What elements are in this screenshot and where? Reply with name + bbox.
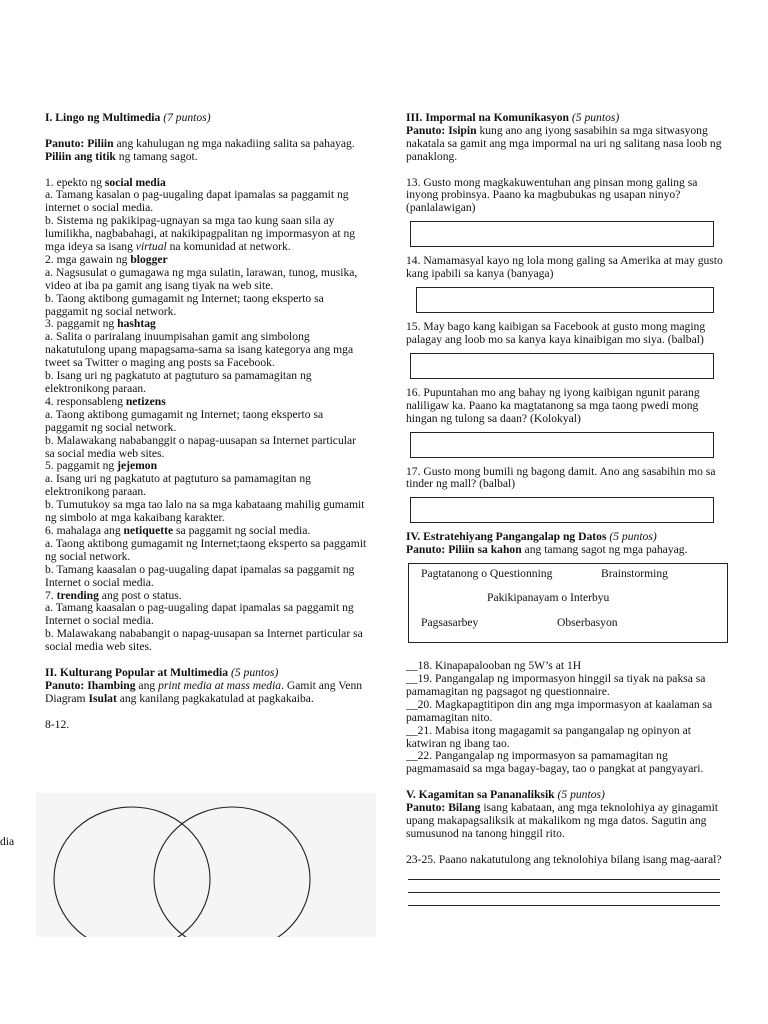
left-column — [45, 112, 367, 731]
choice-questionning: Pagtatanong o Questionning — [421, 567, 553, 581]
question-3: 3. paggamit ng hashtag — [45, 317, 156, 331]
question-20: __20. Magkapagtitipon din ang mga impormasyon at kaalaman sa pamamagitan nito. — [406, 697, 713, 724]
choice-brainstorming: Brainstorming — [601, 567, 668, 581]
option-7a: a. Tamang kaasalan o pag-uugaling dapat ipamalas sa paggamit ng Internet o social media. — [45, 601, 354, 628]
choice-interbyu: Pakikipanayam o Interbyu — [487, 591, 610, 605]
option-3b: b. Isang uri ng pagkatuto at pagtuturo sa pamamagitan ng elektronikong paraan. — [45, 369, 312, 395]
section-2-title: II. Kulturang Popular at Multimedia (5 puntos) — [45, 665, 279, 679]
question-16: 16. Pupuntahan mo ang bahay ng iyong kaibigan ngunit parang naliligaw ka. Paano ka magtatanong sa mga taong pwedi mong hingan ng tulong sa daan? (Kolokyal) — [406, 385, 700, 425]
answer-box-16[interactable] — [410, 432, 714, 458]
question-7: 7. trending ang post o status. — [45, 588, 182, 602]
answer-box-17[interactable] — [410, 497, 714, 523]
question-18: __18. Kinapapalooban ng 5W’s at 1H — [406, 659, 582, 673]
answer-box-14[interactable] — [416, 287, 714, 313]
cut-off-side-text: dia — [0, 835, 15, 848]
answer-box-15[interactable] — [410, 353, 714, 379]
section-3-title: III. Impormal na Komunikasyon (5 puntos) — [406, 111, 620, 124]
option-2a: a. Nagsusulat o gumagawa ng mga sulatin, larawan, tunog, musika, video at iba pa gamit ang isang tiyak na web site. — [45, 265, 358, 292]
question-14: 14. Namamasyal kayo ng lola mong galing sa Amerika at may gusto kang ipabili sa kanya (banyaga) — [406, 254, 723, 281]
venn-diagram — [36, 793, 376, 937]
option-3a: a. Salita o pariralang inuumpisahan gamit ang simbolong nakatutulong upang mapagsama-sama sa isang kategorya ang mga tweet sa Twitter o maging ang posts sa Facebook. — [45, 330, 354, 370]
venn-diagram-svg — [36, 793, 376, 937]
section-2-directions: Panuto: Ihambing ang print media at mass media. Gamit ang Venn Diagram Isulat ang kanilang pagkakatulad at pagkakaiba. — [45, 678, 363, 705]
option-5b: b. Tumutukoy sa mga tao lalo na sa mga kabataang mahilig gumamit ng simbolo at mga kakaibang karakter. — [45, 498, 365, 525]
section-5-directions: Panuto: Bilang isang kabataan, ang mga teknolohiya ay ginagamit upang makapagsaliksik at makalikom ng mga datos. Sagutin ang sumusunod na tanong hinggil rito. — [406, 801, 719, 840]
section-4-title: IV. Estratehiyang Pangangalap ng Datos (5 puntos) — [406, 530, 657, 544]
option-1b: b. Sistema ng pakikipag-ugnayan sa mga tao kung saan sila ay lumilikha, nagbabahagi, at nakikipagpalitan ng impormasyon at ng mga ideya sa isang virtual na komunidad at network. — [45, 214, 356, 254]
venn-right-circle — [154, 807, 310, 937]
choice-pagsasarbey: Pagsasarbey — [421, 616, 479, 630]
section-5-title: V. Kagamitan sa Pananaliksik (5 puntos) — [406, 788, 605, 802]
option-2b: b. Taong aktibong gumagamit ng Internet; taong eksperto sa paggamit ng social network. — [45, 291, 324, 318]
question-19: __19. Pangangalap ng impormasyon hinggil sa tiyak na paksa sa pamamagitan ng pagsagot ng questionnaire. — [406, 672, 706, 698]
question-4: 4. responsableng netizens — [45, 394, 166, 408]
option-4a: a. Taong aktibong gumagamit ng Internet; taong eksperto sa paggamit ng social network. — [45, 407, 324, 434]
choice-obserbasyon: Obserbasyon — [557, 616, 618, 630]
section-1-directions: Panuto: Piliin ang kahulugan ng mga nakadiing salita sa pahayag. Piliin ang titik ng tamang sagot. — [45, 136, 355, 163]
option-6a: a. Taong aktibong gumagamit ng Internet;taong eksperto sa paggamit ng social network. — [45, 536, 367, 563]
option-1a: a. Tamang kasalan o pag-uugaling dapat ipamalas sa paggamit ng internet o social media. — [45, 188, 349, 215]
choices-box — [408, 563, 728, 643]
question-21: __21. Mabisa itong magagamit sa pangangalap ng opinyon at katwiran ng ibang tao. — [406, 723, 691, 750]
answer-line-3[interactable] — [408, 893, 720, 906]
question-1: 1. epekto ng social media — [45, 175, 166, 189]
question-13: 13. Gusto mong magkakuwentuhan ang pinsan mong galing sa inyong probinsya. Paano ka magbubukas ng usapan ninyo? (panlalawigan) — [406, 175, 698, 215]
question-15: 15. May bago kang kaibigan sa Facebook at gusto mong maging palagay ang loob mo sa kanya kaya kinaibigan mo siya. (balbal) — [406, 320, 706, 346]
question-5: 5. paggamit ng jejemon — [45, 459, 158, 473]
question-2: 2. mga gawain ng blogger — [45, 252, 168, 266]
question-23-25: 23-25. Paano nakatutulong ang teknolohiya bilang isang mag-aaral? — [406, 852, 722, 866]
option-7b: b. Malawakang nababangit o napag-uusapan sa Internet particular sa social media web sites. — [45, 627, 363, 654]
question-6: 6. mahalaga ang netiquette sa paggamit ng social media. — [45, 523, 311, 537]
answer-box-13[interactable] — [410, 221, 714, 247]
section-1-title: I. Lingo ng Multimedia (7 puntos) — [45, 111, 211, 124]
option-4b: b. Malawakang nababanggit o napag-uusapan sa Internet particular sa social media web sites. — [45, 433, 356, 460]
answer-line-1[interactable] — [408, 867, 720, 880]
right-column — [406, 112, 728, 906]
section-3-directions: Panuto: Isipin kung ano ang iyong sasabihin sa mga sitwasyong nakatala sa gamit ang mga impormal na uri ng salitang nasa loob ng panaklong. — [406, 123, 722, 163]
question-range-8-12: 8-12. — [45, 717, 70, 731]
question-22: __22. Pangangalap ng impormasyon sa pamamagitan ng pagmamasaid sa mga bagay-bagay, tao o pangkat at pangyayari. — [406, 749, 704, 776]
option-5a: a. Isang uri ng pagkatuto at pagtuturo sa pamamagitan ng elektronikong paraan. — [45, 472, 311, 499]
question-17: 17. Gusto mong bumili ng bagong damit. Ano ang sasabihin mo sa tinder ng mall? (balbal) — [406, 464, 716, 491]
option-6b: b. Tamang kaasalan o pag-uugaling dapat ipamalas sa paggamit ng Internet o social media. — [45, 562, 355, 589]
answer-line-2[interactable] — [408, 880, 720, 893]
venn-left-circle — [54, 807, 210, 937]
section-4-directions: Panuto: Piliin sa kahon ang tamang sagot ng mga pahayag. — [406, 543, 688, 557]
